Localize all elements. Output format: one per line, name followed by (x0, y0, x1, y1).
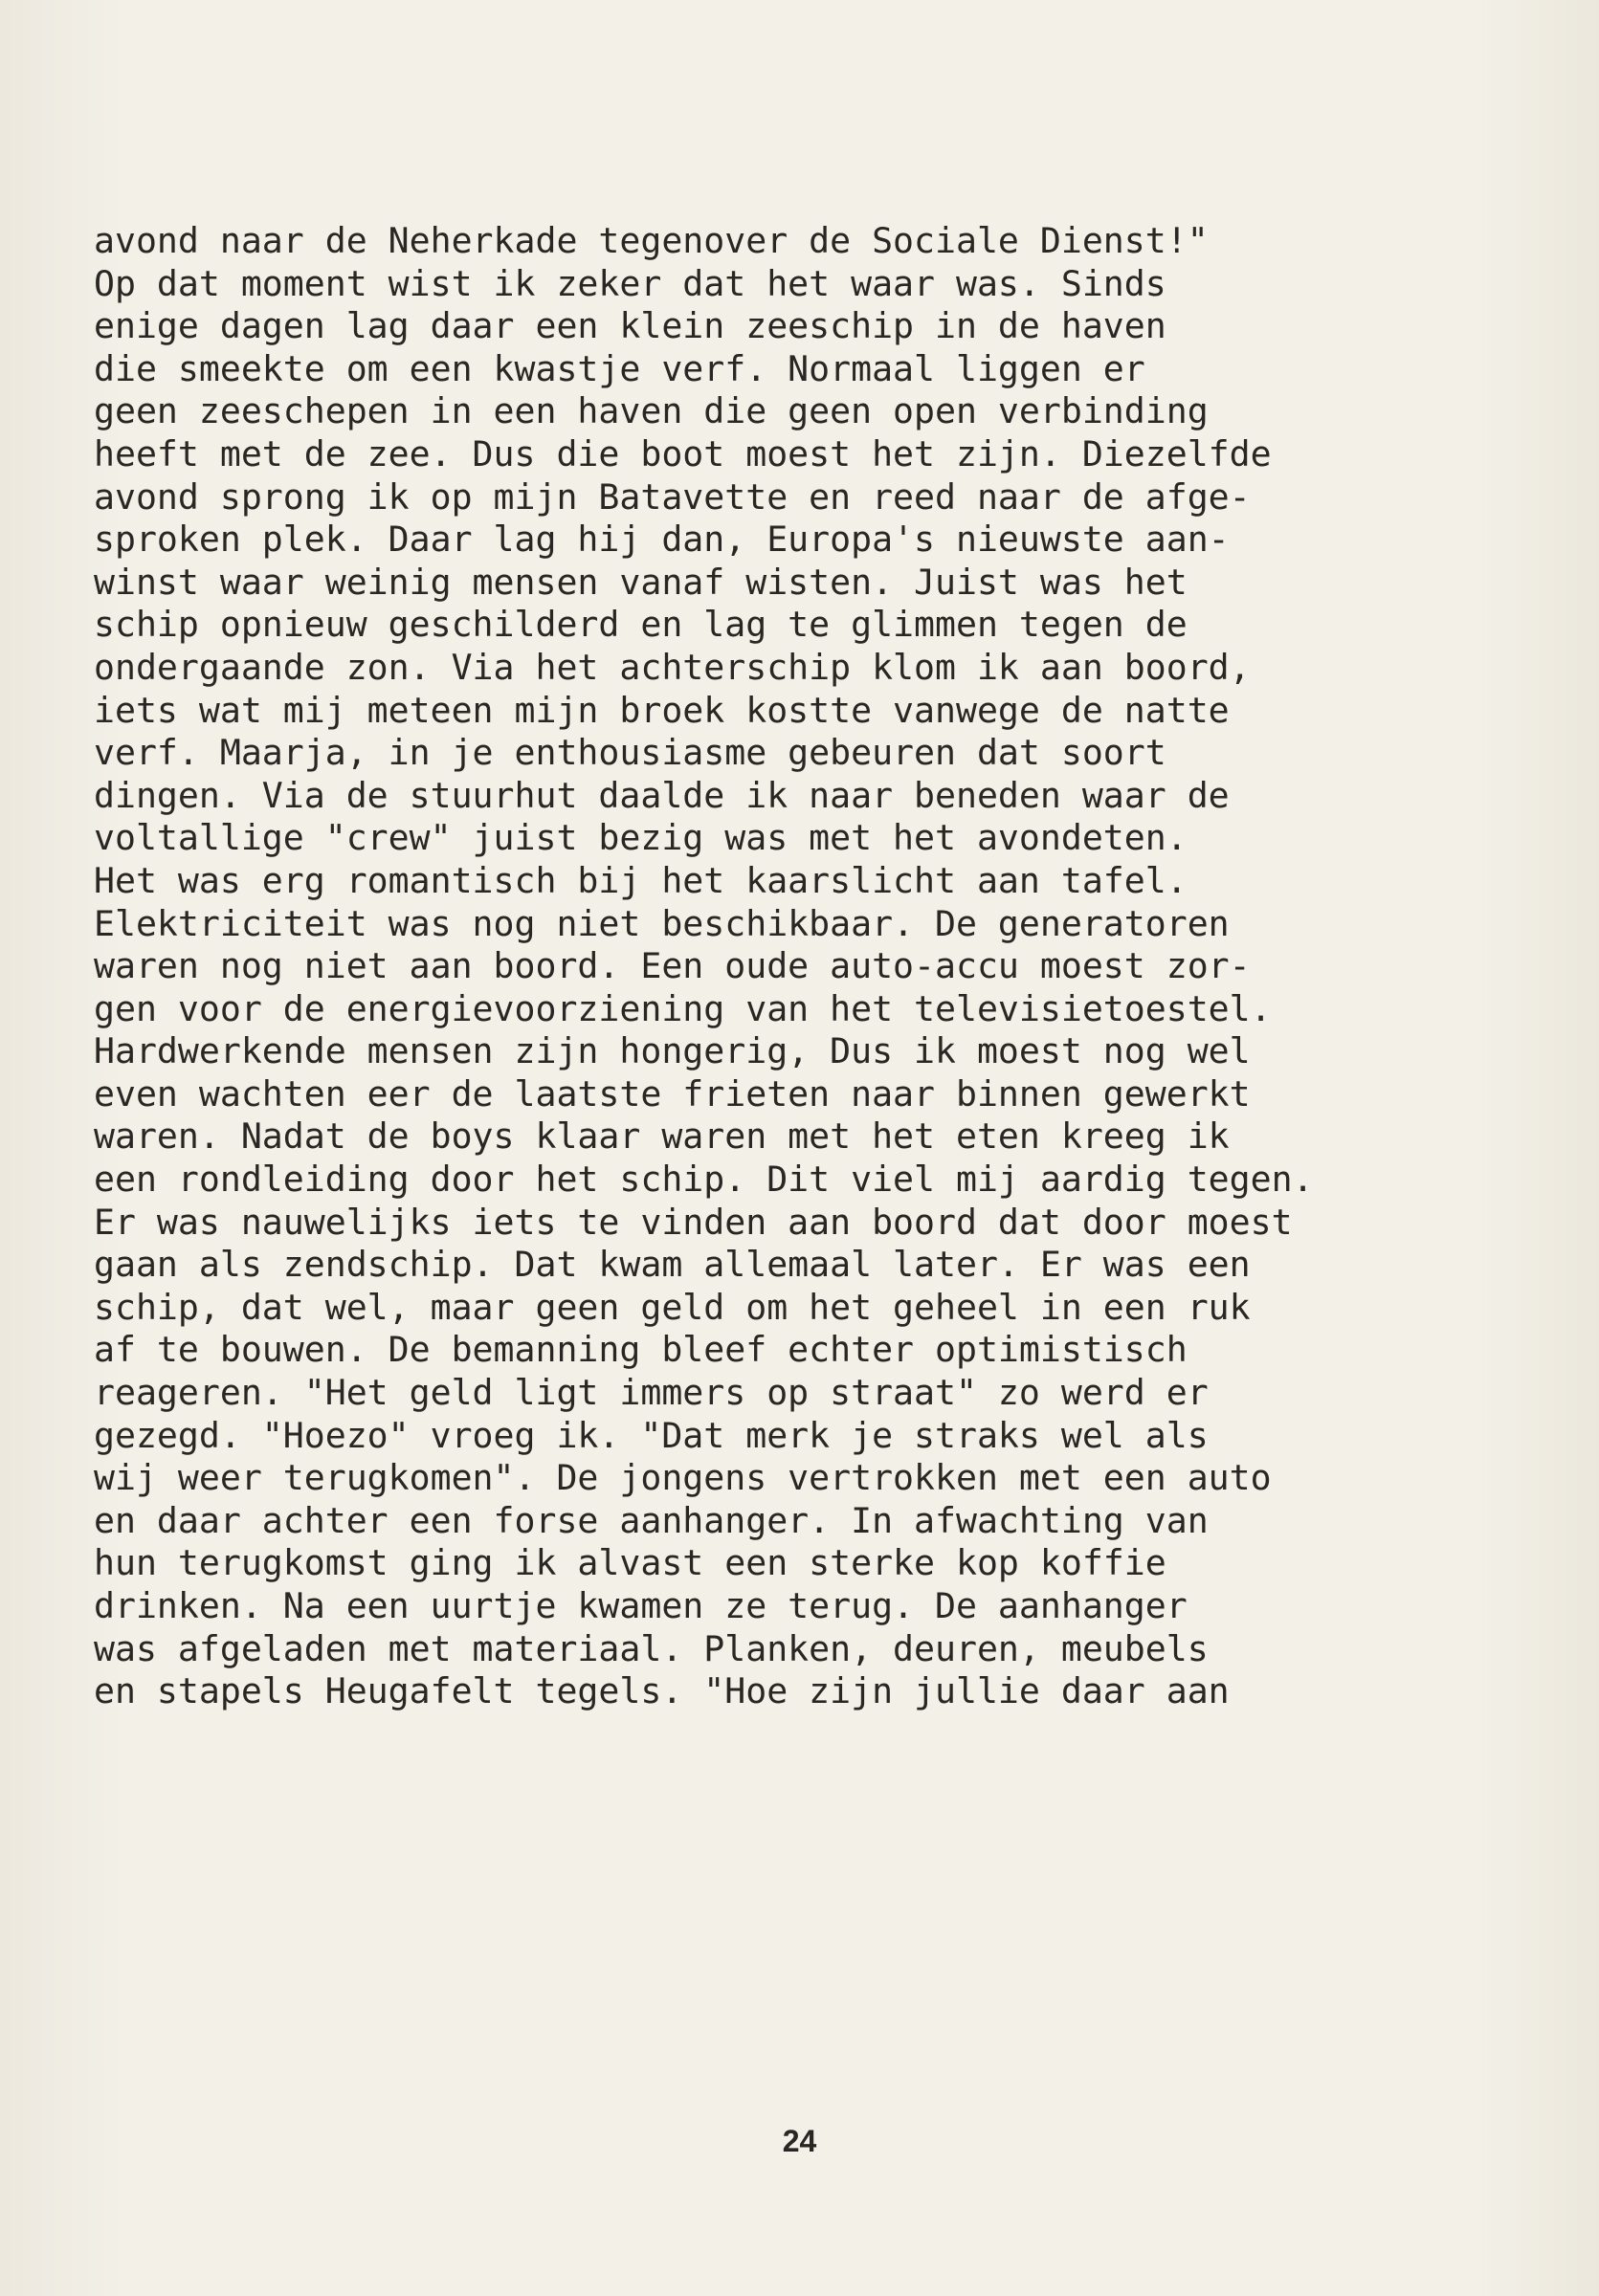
text-line: geen zeeschepen in een haven die geen open verbinding (94, 390, 1209, 432)
text-line: gen voor de energievoorziening van het televisietoestel. (94, 987, 1272, 1029)
text-line: voltallige "crew" juist bezig was met het avondeten. (94, 817, 1188, 859)
text-line: sproken plek. Daar lag hij dan, Europa's nieuwste aan- (94, 519, 1230, 561)
text-line: waren nog niet aan boord. Een oude auto-accu moest zor- (94, 945, 1251, 987)
text-line: verf. Maarja, in je enthousiasme gebeuren dat soort (94, 732, 1166, 774)
text-line: was afgeladen met materiaal. Planken, deuren, meubels (94, 1627, 1209, 1669)
text-line: dingen. Via de stuurhut daalde ik naar beneden waar de (94, 774, 1230, 816)
text-line: winst waar weinig mensen vanaf wisten. Juist was het (94, 561, 1188, 603)
text-line: gezegd. "Hoezo" vroeg ik. "Dat merk je straks wel als (94, 1414, 1209, 1456)
text-line: waren. Nadat de boys klaar waren met het eten kreeg ik (94, 1115, 1230, 1158)
text-line: ondergaande zon. Via het achterschip klom ik aan boord, (94, 646, 1251, 688)
text-line: Op dat moment wist ik zeker dat het waar was. Sinds (94, 262, 1166, 304)
text-line: schip, dat wel, maar geen geld om het geheel in een ruk (94, 1286, 1251, 1328)
text-line: iets wat mij meteen mijn broek kostte vanwege de natte (94, 689, 1230, 731)
text-line: drinken. Na een uurtje kwamen ze terug. De aanhanger (94, 1585, 1188, 1626)
body-text (94, 220, 1314, 1713)
text-line: enige dagen lag daar een klein zeeschip in de haven (94, 305, 1166, 347)
text-line: af te bouwen. De bemanning bleef echter optimistisch (94, 1329, 1188, 1371)
text-line: reageren. "Het geld ligt immers op straat" zo werd er (94, 1372, 1209, 1414)
page-number: 24 (782, 2124, 817, 2158)
text-line: hun terugkomst ging ik alvast een sterke kop koffie (94, 1542, 1166, 1584)
text-line: die smeekte om een kwastje verf. Normaal liggen er (94, 347, 1145, 389)
text-line: Er was nauwelijks iets te vinden aan boord dat door moest (94, 1201, 1293, 1243)
text-line: en daar achter een forse aanhanger. In afwachting van (94, 1499, 1209, 1541)
text-line: Hardwerkende mensen zijn hongerig, Dus ik moest nog wel (94, 1030, 1251, 1072)
text-line: heeft met de zee. Dus die boot moest het zijn. Diezelfde (94, 432, 1272, 475)
text-line: een rondleiding door het schip. Dit viel mij aardig tegen. (94, 1159, 1314, 1201)
text-line: en stapels Heugafelt tegels. "Hoe zijn jullie daar aan (94, 1670, 1230, 1712)
text-line: gaan als zendschip. Dat kwam allemaal later. Er was een (94, 1244, 1251, 1286)
text-line: avond sprong ik op mijn Batavette en reed naar de afge- (94, 475, 1251, 518)
text-line: Het was erg romantisch bij het kaarslicht aan tafel. (94, 859, 1188, 901)
text-line: avond naar de Neherkade tegenover de Sociale Dienst!" (94, 220, 1209, 261)
text-line: even wachten eer de laatste frieten naar binnen gewerkt (94, 1072, 1251, 1115)
text-line: Elektriciteit was nog niet beschikbaar. De generatoren (94, 902, 1230, 944)
text-line: wij weer terugkomen". De jongens vertrokken met een auto (94, 1457, 1272, 1499)
text-line: schip opnieuw geschilderd en lag te glimmen tegen de (94, 604, 1188, 646)
